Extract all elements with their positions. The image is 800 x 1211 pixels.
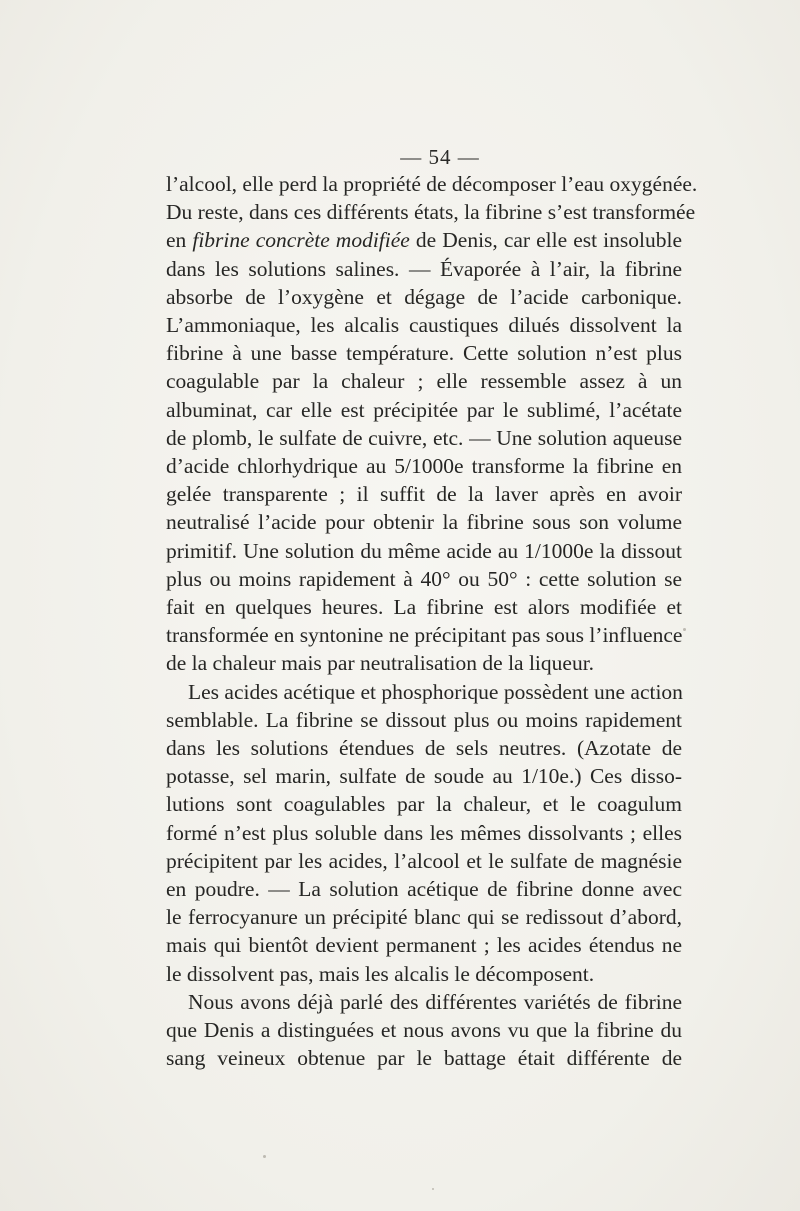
text-line: dans les solutions salines. — Évaporée à l’air, la fibrine [166,256,682,281]
text-line: que Denis a distinguées et nous avons vu que la fibrine du [166,1018,682,1043]
text-line: absorbe de l’oxygène et dégage de l’acide carbonique. [166,284,682,309]
text-line: primitif. Une solution du même acide au 1/1000e la dissout [166,538,682,563]
text-line-post: de Denis, car elle est insoluble [409,228,682,253]
text-line: sang veineux obtenue par le battage était différente de [166,1046,682,1071]
text-line: dans les solutions étendues de sels neutres. (Azotate de [166,736,682,761]
text-line: potasse, sel marin, sulfate de soude au 1/10e.) Ces disso- [166,764,682,789]
text-line [166,226,682,254]
paper-speck [263,1155,266,1158]
text-line: mais qui bientôt devient permanent ; les acides étendus ne [166,933,682,958]
paper-speck [683,628,686,631]
text-line: d’acide chlorhydrique au 5/1000e transforme la fibrine en [166,454,682,479]
text-line: semblable. La fibrine se dissout plus ou moins rapidement [166,707,682,732]
italic-term: fibrine concrète modifiée [192,228,410,253]
text-line: gelée transparente ; il suffit de la laver après en avoir [166,482,682,507]
text-line: Du reste, dans ces différents états, la fibrine s’est transformée [166,200,696,225]
text-line: coagulable par la chaleur ; elle ressemble assez à un [166,369,682,394]
paragraph-start-line: Nous avons déjà parlé des différentes variétés de fibrine [188,989,682,1014]
text-line: neutralisé l’acide pour obtenir la fibrine sous son volume [166,510,682,535]
paragraph-end-line: de la chaleur mais par neutralisation de la liqueur. [166,651,595,676]
page-number: — 54 — [400,145,480,169]
text-line: transformée en syntonine ne précipitant pas sous l’influence [166,623,683,648]
text-line: précipitent par les acides, l’alcool et le sulfate de magnésie [166,848,682,873]
text-line: en poudre. — La solution acétique de fibrine donne avec [166,877,682,902]
text-line: L’ammoniaque, les alcalis caustiques dilués dissolvent la [166,313,682,338]
text-line: le ferrocyanure un précipité blanc qui se redissout d’abord, [166,905,682,930]
text-line: formé n’est plus soluble dans les mêmes dissolvants ; elles [166,820,682,845]
text-line: plus ou moins rapidement à 40° ou 50° : cette solution se [166,566,682,591]
paragraph-start-line: Les acides acétique et phosphorique possèdent une action [188,679,683,704]
text-line: fibrine à une basse température. Cette solution n’est plus [166,341,682,366]
paper-speck [432,1188,434,1190]
text-line: de plomb, le sulfate de cuivre, etc. — Une solution aqueuse [166,425,682,450]
text-line: l’alcool, elle perd la propriété de décomposer l’eau oxygénée. [166,172,698,196]
text-line: albuminat, car elle est précipitée par le sublimé, l’acétate [166,397,682,422]
text-line: fait en quelques heures. La fibrine est alors modifiée et [166,595,682,620]
text-line: lutions sont coagulables par la chaleur, et le coagulum [166,792,682,817]
paragraph-end-line: le dissolvent pas, mais les alcalis le décomposent. [166,961,595,986]
body-text [166,170,698,1073]
text-line-pre: en [166,228,193,253]
